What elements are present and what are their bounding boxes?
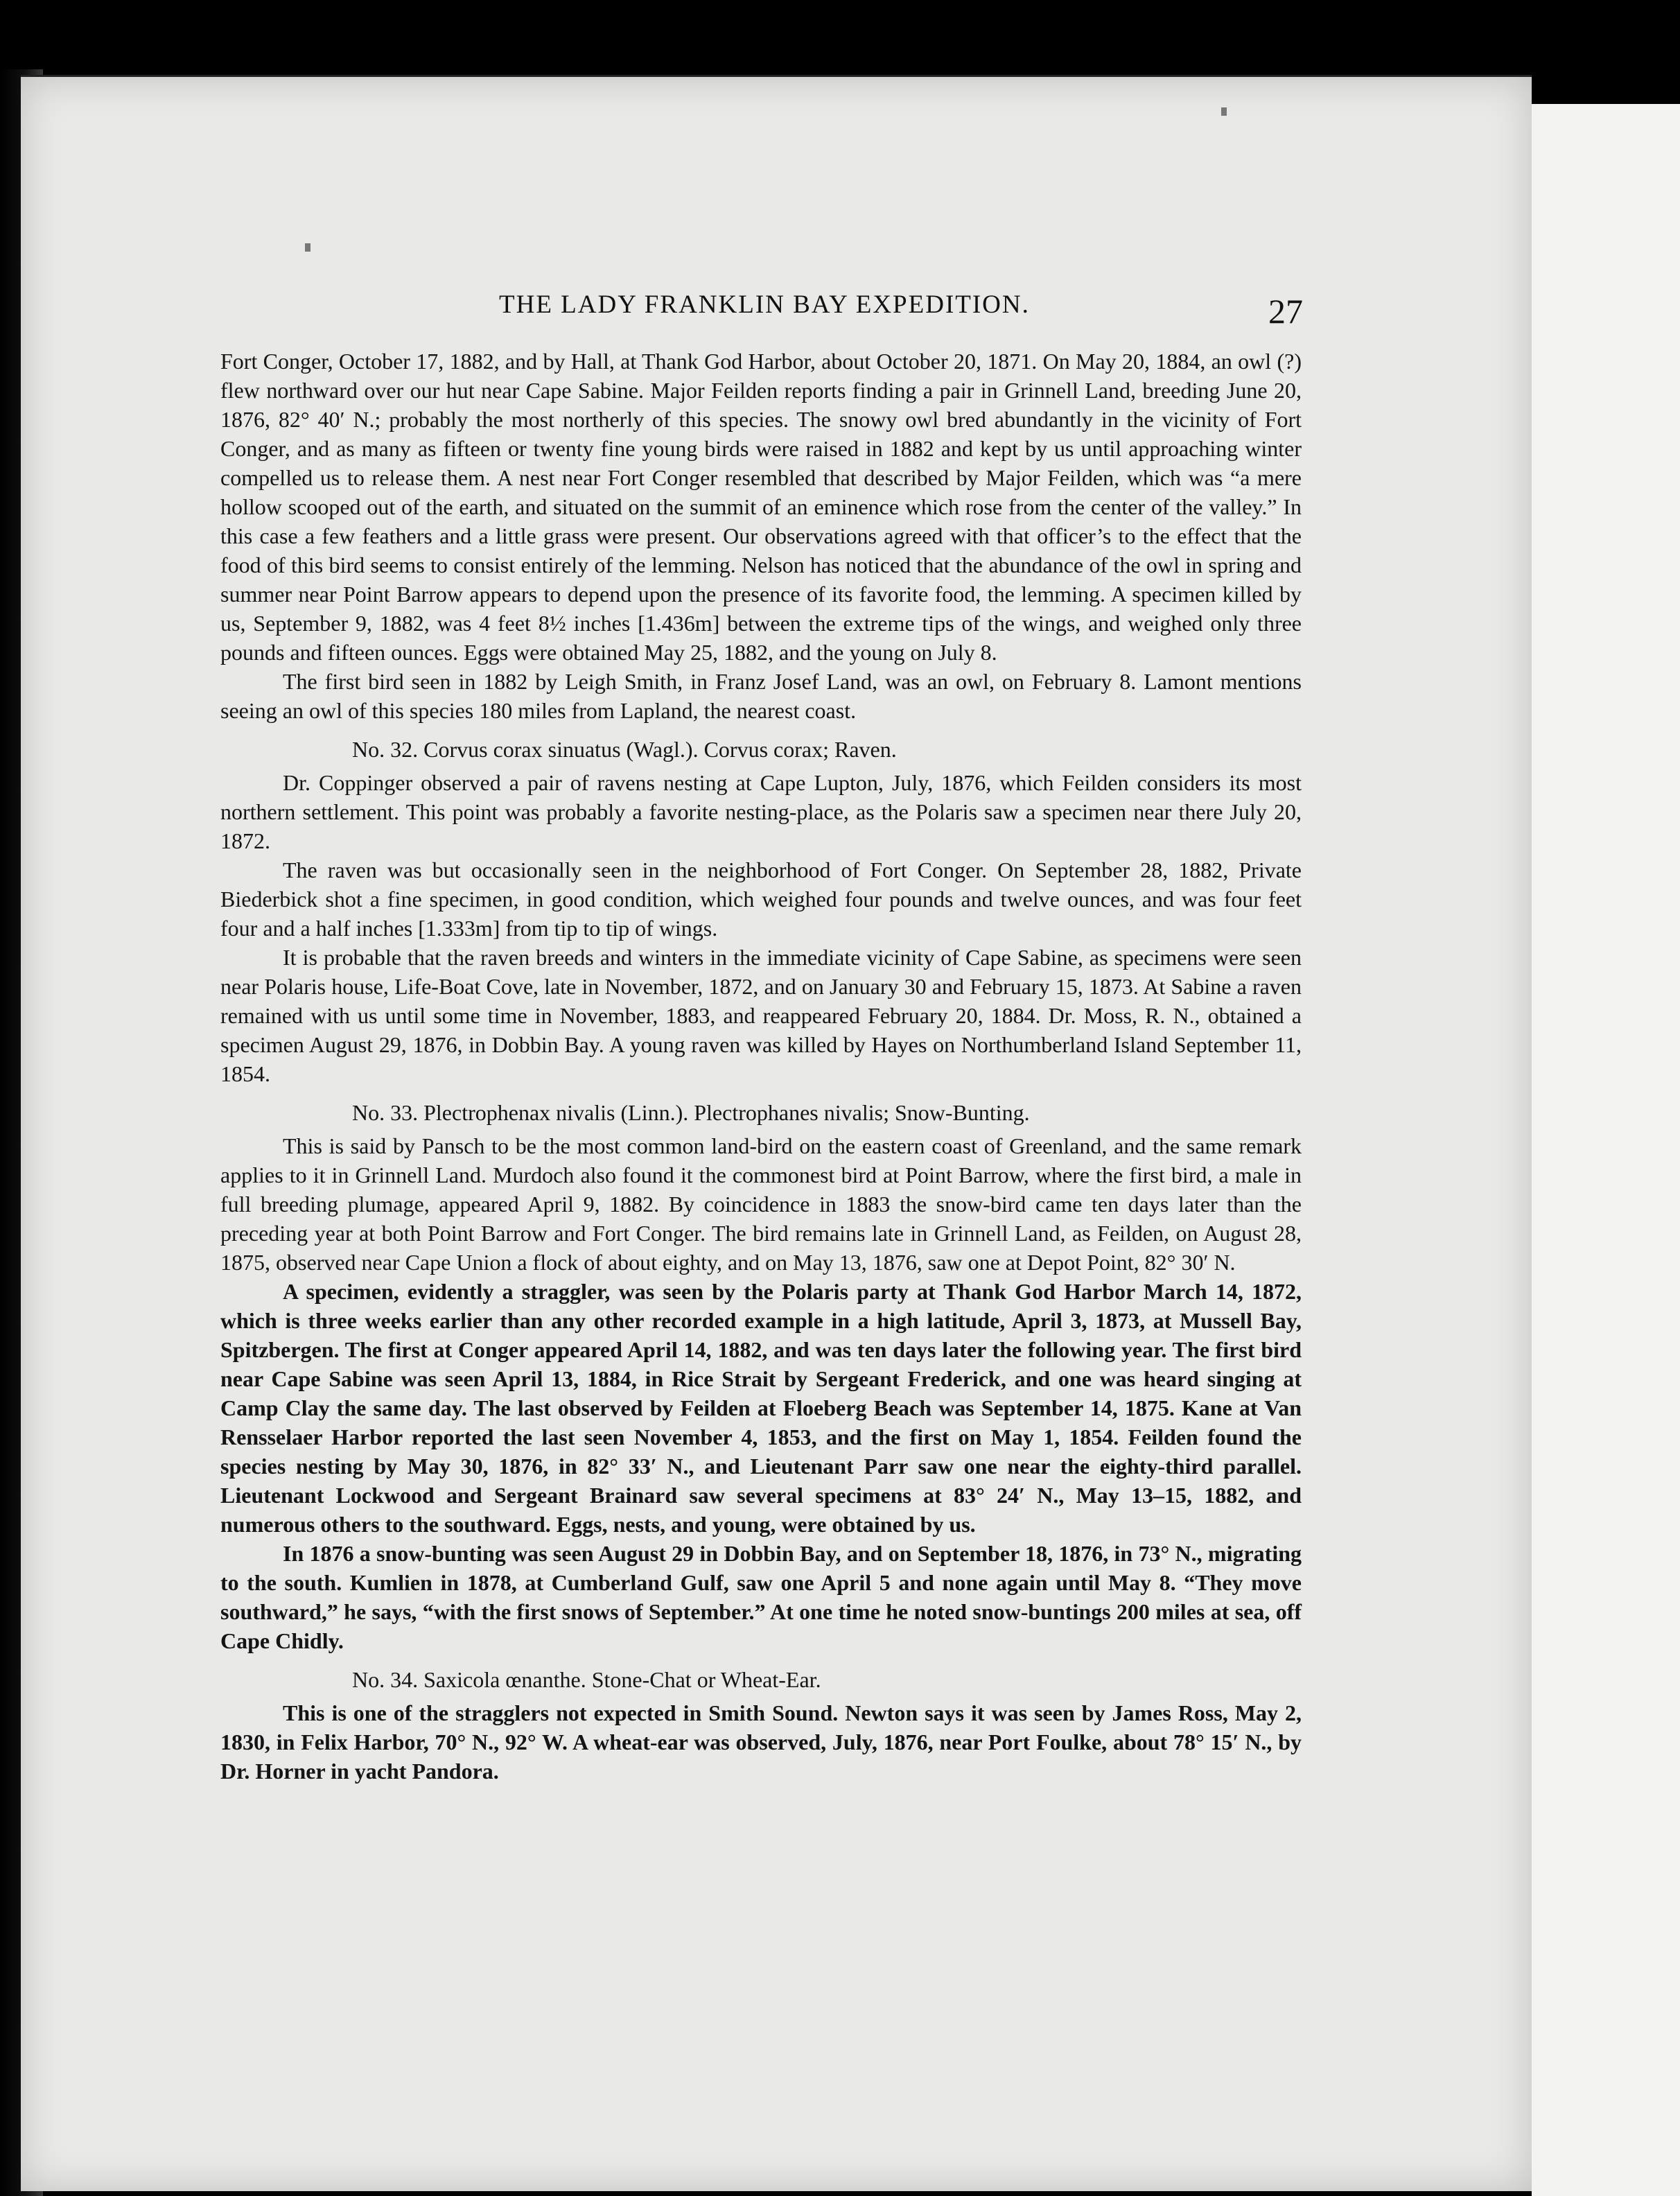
ink-speck xyxy=(305,243,310,252)
paragraph: This is said by Pansch to be the most common land-bird on the eastern coast of Greenland, and the same remark applies to it in Grinnell Land. Murdoch also found it the commonest bird at Point Barrow, where the first bird, a male in full breeding plumage, appeared April 9, 1882. By coincidence in 1883 the snow-bird came ten days later than the preceding year at both Point Barrow and Fort Conger. The bird remains late in Grinnell Land, as Feilden, on August 28, 1875, observed near Cape Union a flock of about eighty, and on May 13, 1876, saw one at Depot Point, 82° 30′ N. xyxy=(220,1133,1302,1275)
paragraph: A specimen, evidently a straggler, was seen by the Polaris party at Thank God Harbor March 14, 1872, which is three weeks earlier than any other recorded example in a high latitude, April 3, 1873, at Mussell Bay, Spitzbergen. The first at Conger appeared April 14, 1882, and was ten days later the following year. The first bird near Cape Sabine was seen April 13, 1884, in Rice Strait by Sergeant Frederick, and one was heard singing at Camp Clay the same day. The last observed by Feilden at Floeberg Beach was September 14, 1875. Kane at Van Rensselaer Harbor reported the last seen November 4, 1853, and the first on May 1, 1854. Feilden found the species nesting by May 30, 1876, in 82° 33′ N., and Lieutenant Parr saw one near the eighty-third parallel. Lieutenant Lockwood and Sergeant Brainard saw several specimens at 83° 24′ N., May 13–15, 1882, and numerous others to the southward. Eggs, nests, and young, were obtained by us. xyxy=(220,1279,1302,1537)
paragraph: The raven was but occasionally seen in the neighborhood of Fort Conger. On September 28, 1882, Private Biederbick shot a fine specimen, in good condition, which weighed four pounds and twelve ounces, and was four feet four and a half inches [1.333m] from tip to tip of wings. xyxy=(220,857,1302,941)
section-heading: No. 32. Corvus corax sinuatus (Wagl.). Corvus corax; Raven. xyxy=(352,737,897,762)
paragraph: The first bird seen in 1882 by Leigh Smith, in Franz Josef Land, was an owl, on February 8. Lamont mentions seeing an owl of this species 180 miles from Lapland, the nearest coast. xyxy=(220,669,1302,723)
paragraph: This is one of the stragglers not expected in Smith Sound. Newton says it was seen by James Ross, May 2, 1830, in Felix Harbor, 70° N., 92° W. A wheat-ear was observed, July, 1876, near Port Foulke, about 78° 15′ N., by Dr. Horner in yacht Pandora. xyxy=(220,1700,1302,1784)
paragraph: Dr. Coppinger observed a pair of ravens nesting at Cape Lupton, July, 1876, which Feilden considers its most northern settlement. This point was probably a favorite nesting-place, as the Polaris saw a specimen near there July 20, 1872. xyxy=(220,770,1302,853)
paragraph: Fort Conger, October 17, 1882, and by Hall, at Thank God Harbor, about October 20, 1871. On May 20, 1884, an owl (?) flew northward over our hut near Cape Sabine. Major Feilden reports finding a pair in Grinnell Land, breeding June 20, 1876, 82° 40′ N.; probably the most northerly of this species. The snowy owl bred abundantly in the vicinity of Fort Conger, and as many as fifteen or twenty fine young birds were raised in 1882 and kept by us until approaching winter compelled us to release them. A nest near Fort Conger resembled that described by Major Feilden, which was “a mere hollow scooped out of the earth, and situated on the summit of an eminence which rose from the center of the valley.” In this case a few feathers and a little grass were present. Our observations agreed with that officer’s to the effect that the food of this bird seems to consist entirely of the lemming. Nelson has noticed that the abundance of the owl in spring and summer near Point Barrow appears to depend upon the presence of its favorite food, the lemming. A specimen killed by us, September 9, 1882, was 4 feet 8½ inches [1.436m] between the extreme tips of the wings, and weighed only three pounds and fifteen ounces. Eggs were obtained May 25, 1882, and the young on July 8. xyxy=(220,349,1302,665)
body-text xyxy=(220,347,1302,1786)
page-edge xyxy=(1532,104,1680,2196)
section-heading: No. 34. Saxicola œnanthe. Stone-Chat or Wheat-Ear. xyxy=(352,1667,821,1692)
ink-speck xyxy=(1221,107,1227,116)
paragraph: It is probable that the raven breeds and winters in the immediate vicinity of Cape Sabine, as specimens were seen near Polaris house, Life-Boat Cove, late in November, 1872, and on January 30 and February 15, 1873. At Sabine a raven remained with us until some time in November, 1883, and reappeared February 20, 1884. Dr. Moss, R. N., obtained a specimen August 29, 1876, in Dobbin Bay. A young raven was killed by Hayes on Northumberland Island September 11, 1854. xyxy=(220,945,1302,1086)
section-heading: No. 33. Plectrophenax nivalis (Linn.). Plectrophanes nivalis; Snow-Bunting. xyxy=(352,1100,1030,1125)
paragraph: In 1876 a snow-bunting was seen August 29 in Dobbin Bay, and on September 18, 1876, in 73° N., migrating to the south. Kumlien in 1878, at Cumberland Gulf, saw one April 5 and none again until May 8. “They move southward,” he says, “with the first snows of September.” At one time he noted snow-buntings 200 miles at sea, off Cape Chidly. xyxy=(220,1541,1302,1653)
running-title: THE LADY FRANKLIN BAY EXPEDITION. xyxy=(499,290,1030,319)
page-number: 27 xyxy=(1268,292,1303,331)
